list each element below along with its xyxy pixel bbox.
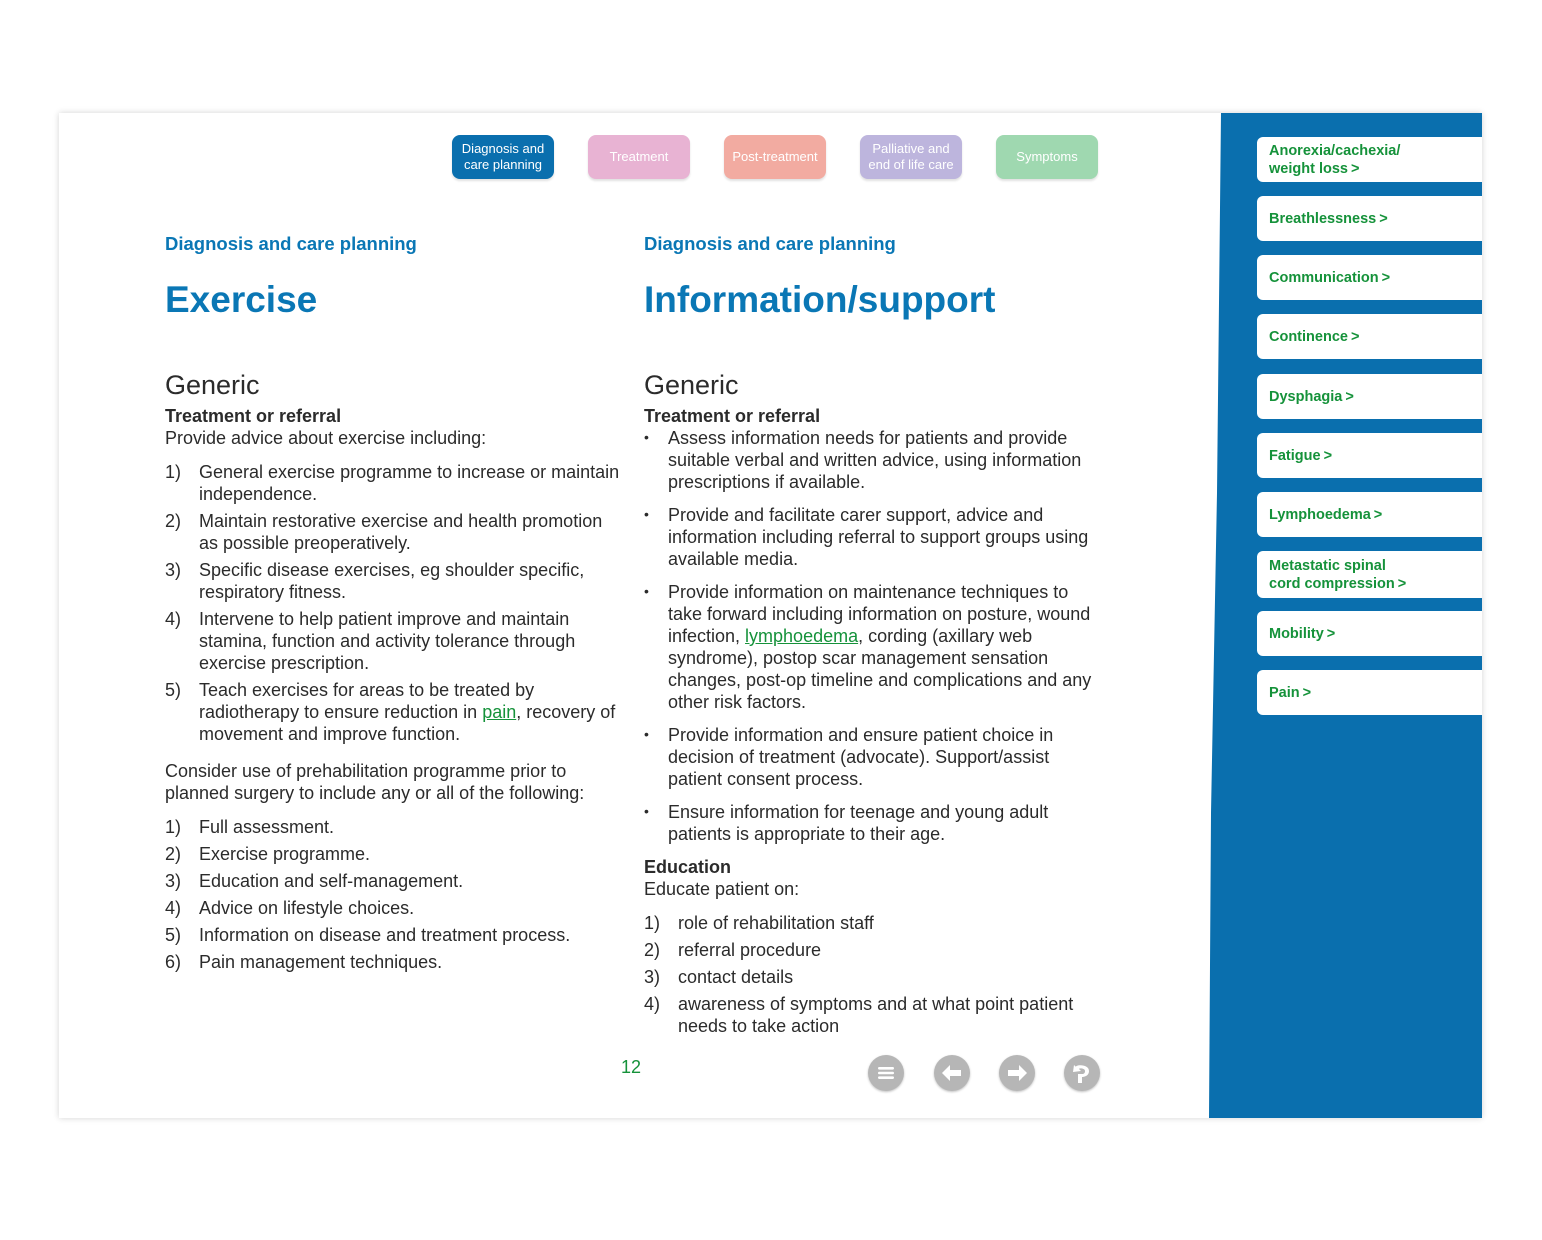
return-icon [1069, 1060, 1095, 1086]
list-item: 3) contact details [644, 967, 794, 987]
sidebar-item-communication[interactable] [1257, 255, 1482, 300]
list-item: 2) referral procedure [644, 940, 822, 960]
left-page-title: Exercise [165, 279, 318, 320]
treatment-or-referral-heading: Treatment or referral [165, 406, 342, 426]
left-column [165, 369, 620, 978]
prehab-list [165, 816, 620, 973]
sidebar-item-label: Anorexia/cachexia/ weight loss > [1269, 142, 1401, 177]
list-item: 3) Education and self-management. [165, 871, 464, 891]
list-item: 3) Specific disease exercises, eg shoulder specific, respiratory fitness. [165, 560, 585, 602]
chevron-right-icon: > [1350, 328, 1360, 345]
chevron-right-icon: > [1350, 160, 1360, 177]
education-intro: Educate patient on: [644, 879, 800, 899]
tab-treatment[interactable]: Treatment [588, 135, 690, 179]
treatment-or-referral-heading: Treatment or referral [644, 406, 821, 426]
sidebar-item-breathlessness[interactable] [1257, 196, 1482, 241]
sidebar-item-label: Breathlessness > [1269, 210, 1388, 227]
chevron-right-icon: > [1373, 506, 1383, 523]
sidebar-item-mobility[interactable] [1257, 611, 1482, 656]
tab-symptoms[interactable]: Symptoms [996, 135, 1098, 179]
sidebar-item-label: Lymphoedema > [1269, 506, 1383, 523]
list-item: • Provide and facilitate carer support, advice and information including referral to support groups using available media. [644, 505, 1089, 569]
chevron-right-icon: > [1381, 269, 1391, 286]
list-item: 2) Maintain restorative exercise and health promotion as possible preoperatively. [165, 511, 603, 553]
sidebar-item-dysphagia[interactable] [1257, 374, 1482, 419]
list-item: • Assess information needs for patients and provide suitable verbal and written advice, using information prescriptions if available. [644, 428, 1082, 492]
lymphoedema-link[interactable]: lymphoedema [745, 626, 859, 646]
chevron-right-icon: > [1323, 447, 1333, 464]
list-item: 1) General exercise programme to increase or maintain independence. [165, 462, 620, 504]
back-button[interactable] [934, 1055, 970, 1091]
generic-heading: Generic [165, 370, 260, 400]
left-section-label: Diagnosis and care planning [165, 233, 417, 254]
list-item: 5) Teach exercises for areas to be treated by radiotherapy to ensure reduction in pain, recovery of movement and improve function. [165, 680, 616, 744]
list-item: 1) role of rehabilitation staff [644, 913, 874, 933]
list-item: 2) Exercise programme. [165, 844, 371, 864]
forward-button[interactable] [999, 1055, 1035, 1091]
sidebar-item-lymphoedema[interactable] [1257, 492, 1482, 537]
tab-post-treatment[interactable]: Post-treatment [724, 135, 826, 179]
back-arrow-icon [939, 1060, 965, 1086]
prehab-intro: Consider use of prehabilitation programme prior to planned surgery to include any or all of the following: [165, 761, 585, 803]
list-item: 5) Information on disease and treatment process. [165, 925, 571, 945]
exercise-list [165, 461, 620, 745]
sidebar-item-anorexia-cachexia-weight-loss[interactable] [1257, 137, 1482, 182]
forward-arrow-icon [1004, 1060, 1030, 1086]
menu-button[interactable] [868, 1055, 904, 1091]
tab-palliative-and-end-of-life-care[interactable]: Palliative and end of life care [860, 135, 962, 179]
exercise-intro: Provide advice about exercise including: [165, 428, 487, 448]
sidebar-item-metastatic-spinal-cord-compression[interactable] [1257, 551, 1482, 598]
sidebar-item-label: Pain > [1269, 684, 1312, 701]
list-item: • Ensure information for teenage and young adult patients is appropriate to their age. [644, 802, 1049, 844]
chevron-right-icon: > [1326, 625, 1336, 642]
chevron-right-icon: > [1397, 575, 1407, 592]
list-item: 4) awareness of symptoms and at what point patient needs to take action [644, 994, 1074, 1036]
right-page-title: Information/support [644, 279, 996, 320]
list-item: • Provide information and ensure patient choice in decision of treatment (advocate). Support/assist patient consent process. [644, 725, 1054, 789]
return-button[interactable] [1064, 1055, 1100, 1091]
sidebar-item-fatigue[interactable] [1257, 433, 1482, 478]
list-item: 4) Intervene to help patient improve and maintain stamina, function and activity tolerance through exercise prescription. [165, 609, 576, 673]
sidebar-item-label: Metastatic spinal cord compression > [1269, 557, 1407, 592]
tab-diagnosis-and-care-planning[interactable]: Diagnosis and care planning [452, 135, 554, 179]
symptoms-sidebar [1209, 113, 1482, 1118]
sidebar-item-continence[interactable] [1257, 314, 1482, 359]
sidebar-item-pain[interactable] [1257, 670, 1482, 715]
document-page [59, 113, 1482, 1118]
chevron-right-icon: > [1302, 684, 1312, 701]
right-column [644, 369, 1104, 1042]
chevron-right-icon: > [1379, 210, 1388, 227]
generic-heading: Generic [644, 370, 739, 400]
menu-icon [875, 1062, 897, 1084]
page-number: 12 [621, 1057, 642, 1077]
information-bullet-list [644, 427, 1104, 845]
education-list [644, 912, 1104, 1037]
chevron-right-icon: > [1345, 388, 1354, 405]
pain-link[interactable]: pain [482, 702, 517, 722]
sidebar-item-label: Communication > [1269, 269, 1391, 286]
right-section-label: Diagnosis and care planning [644, 233, 896, 254]
sidebar-item-label: Continence > [1269, 328, 1360, 345]
list-item: 1) Full assessment. [165, 817, 335, 837]
education-heading: Education [644, 857, 732, 877]
sidebar-item-label: Fatigue > [1269, 447, 1333, 464]
sidebar-item-label: Mobility > [1269, 625, 1336, 642]
spacer [165, 750, 620, 760]
sidebar-item-label: Dysphagia > [1269, 388, 1354, 405]
list-item: • Provide information on maintenance techniques to take forward including information on posture, wound infection, lymphoedema, cording (axillary web syndrome), postop scar management sensation changes, post-op timeline and complications and any other risk factors. [644, 582, 1092, 712]
list-item: 6) Pain management techniques. [165, 952, 443, 972]
list-item: 4) Advice on lifestyle choices. [165, 898, 415, 918]
